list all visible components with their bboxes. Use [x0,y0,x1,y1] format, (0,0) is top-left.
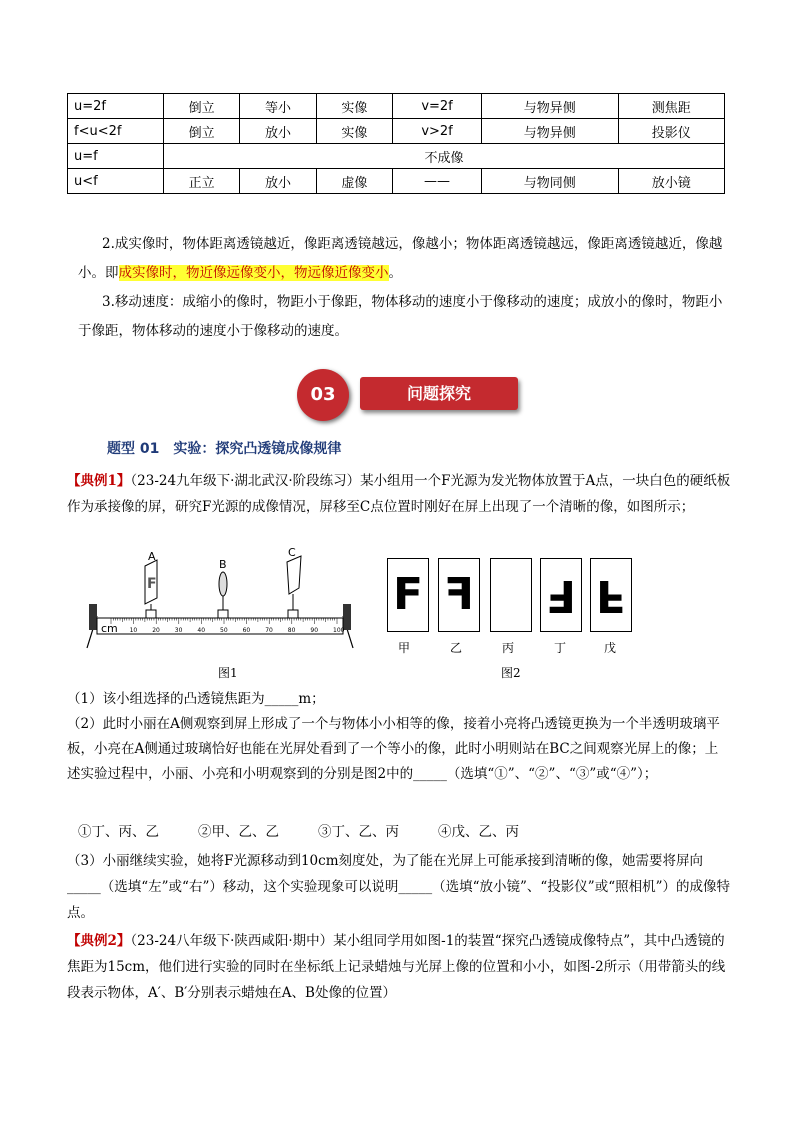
convex-lens [218,572,228,618]
example2-text: （23-24八年级下·陕西咸阳·期中）某小组同学用如图-1的装置“探究凸透镜成像特点”，其中凸透镜的焦距为15cm，他们进行实验的同时在坐标纸上记录蜡烛与光屏上像的位置和小小，如图-2所示（用带箭头的线段表示物体，A′、B′分别表示蜡烛在A、B处像的位置） [67,933,726,1001]
panel-label: 乙 [450,641,463,655]
ruler-tick-label: 40 [197,627,206,634]
paragraph-3: 3.移动速度：成缩小的像时，物距小于像距，物体移动的速度小于像移动的速度；成放小的像时，物距小于像距，物体移动的速度小于像移动的速度。 [78,294,723,339]
figure-1-optical-bench [75,548,365,658]
ruler-tick-label: 20 [152,627,160,634]
ruler-tick-label: 80 [287,627,296,634]
lens-imaging-table [67,93,725,194]
table-cell: 投影仪 [618,119,725,144]
question-3: （3）小丽继续实验，她将F光源移动到10cm刻度处，为了能在光屏上可能承接到清晰的像，她需要将屏向_____（选填“左”或“右”）移动，这个实验现象可以说明_____（选填“放小镜”、“投影仪”或“照相机”）的成像特点。 [67,853,731,921]
table-cell: 虚像 [316,169,392,194]
table-cell: 放小镜 [618,169,725,194]
table-cell: 实像 [316,119,392,144]
table-cell: 放小 [240,119,316,144]
paragraph-2-end: 。 [388,265,402,281]
table-cell: 倒立 [164,119,240,144]
panel-bing [490,558,532,632]
question-1: （1）该小组选择的凸透镜焦距为_____m； [67,691,325,707]
example1-text: （23-24九年级下·湖北武汉·阶段练习）某小组用一个F光源为发光物体放置于A点，一块白色的硬纸板作为承接像的屏，研究F光源的成像情况，屏移至C点位置时刚好在屏上出现了一个清晰的像，如图所示； [67,473,731,515]
svg-text:F: F [147,576,157,592]
table-cell: 不成像 [164,144,725,169]
table-cell: v=2f [393,94,482,119]
table-cell: 测焦距 [618,94,725,119]
table-cell: 正立 [164,169,240,194]
figure-1-caption: 图1 [218,666,238,680]
highlight-text: 成实像时，物近像远像变小，物远像近像变小 [118,265,389,281]
example1-tag: 【典例1】 [67,473,131,489]
answer-options [78,820,728,840]
panel-ding: F [540,558,582,632]
ruler-tick-label: 60 [242,627,251,634]
example1-intro [67,468,731,520]
ruler-tick-label: 50 [220,627,228,634]
table-row [68,119,725,144]
option-3: ③丁、乙、丙 [318,824,399,840]
panel-label: 戊 [604,641,617,655]
point-c-label: C [288,548,296,559]
table-cell: 与物异侧 [481,119,618,144]
table-cell: —— [393,169,482,194]
panel-label: 甲 [398,641,411,655]
table-cell: v>2f [393,119,482,144]
table-cell: 与物同侧 [481,169,618,194]
table-row [68,169,725,194]
table-cell: f<u<2f [68,119,164,144]
point-a-label: A [148,550,156,563]
table-row [68,144,725,169]
question-type-title: 题型 01 实验：探究凸透镜成像规律 [107,441,342,457]
question-2: （2）此时小丽在A侧观察到屏上形成了一个与物体小小相等的像，接着小亮将凸透镜更换为一个半透明玻璃平板，小亮在A侧通过玻璃恰好也能在光屏处看到了一个等小的像，此时小明则站在BC之间观察光屏上的像；上述实验过程中，小丽、小亮和小明观察到的分别是图2中的_____（选填“①”、“②”、“③”或“④”）； [67,716,720,782]
example2-tag: 【典例2】 [67,933,131,949]
option-2: ②甲、乙、乙 [198,824,279,840]
paragraph-2-text: 2.成实像时，物体距离透镜越近，像距离透镜越远，像越小；物体距离透镜越远，像距离透镜越近，像越小。即 [78,236,723,281]
light-screen [287,556,301,618]
section-number-badge: 03 [297,369,349,421]
table-cell: 实像 [316,94,392,119]
paragraph-2 [78,230,728,288]
light-source-f [145,560,157,618]
panel-jia: F [387,558,429,632]
ruler-tick-label: 90 [310,627,319,634]
point-b-label: B [219,558,227,571]
panel-label: 丙 [502,641,515,655]
section-title-banner: 问题探究 [360,377,518,410]
table-cell: 等小 [240,94,316,119]
panel-yi: F [438,558,480,632]
ruler-tick-label: 30 [174,627,183,634]
figure-2-panels [384,555,724,655]
table-cell: 与物异侧 [481,94,618,119]
ruler-tick-label: 70 [265,627,273,634]
figure-2-caption: 图2 [501,666,521,680]
ruler-tick-label: 10 [129,627,138,634]
table-cell: u=2f [68,94,164,119]
table-row [68,94,725,119]
example2 [67,928,731,1006]
option-4: ④戊、乙、丙 [438,824,519,840]
ruler-tick-label: 100 [333,627,345,634]
panel-wu: F [590,558,632,632]
table-cell: u=f [68,144,164,169]
panel-label: 丁 [554,641,567,655]
ruler-unit-label: cm [101,622,118,635]
table-cell: 放小 [240,169,316,194]
option-1: ①丁、丙、乙 [78,824,159,840]
table-cell: 倒立 [164,94,240,119]
table-cell: u<f [68,169,164,194]
